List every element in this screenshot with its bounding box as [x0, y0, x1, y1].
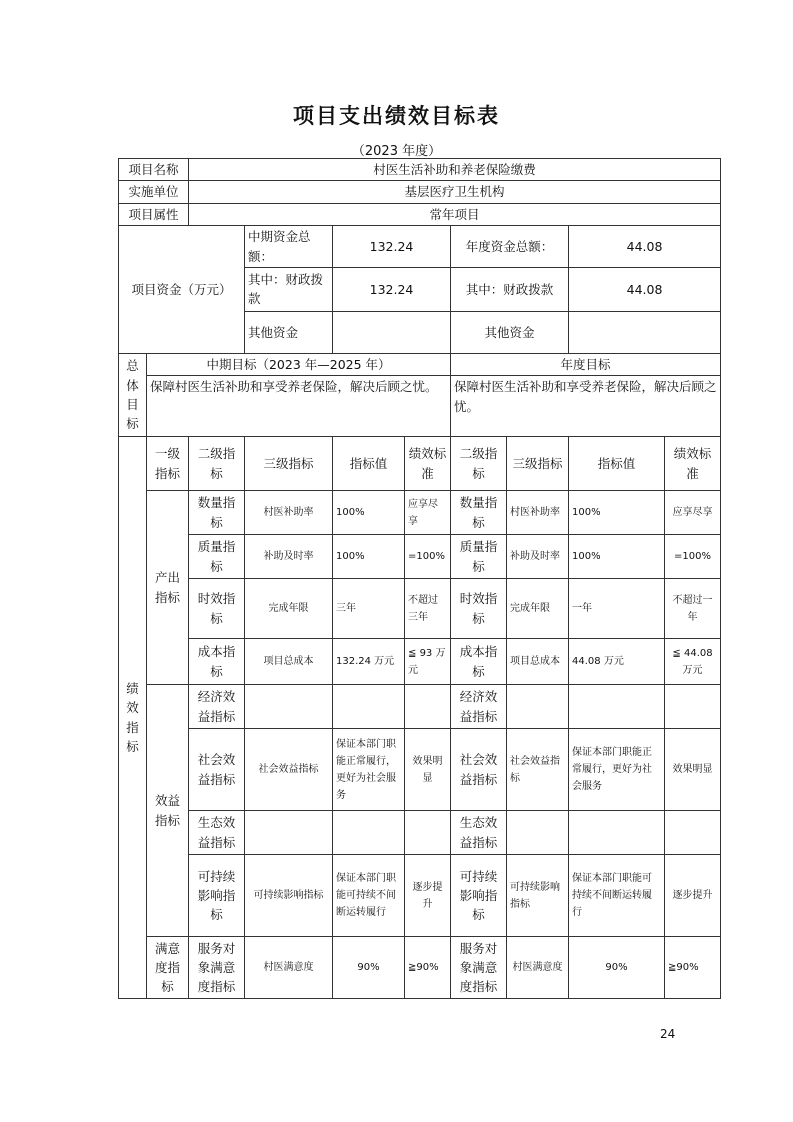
year-indicator-level3: 可持续影响指标 — [507, 855, 569, 937]
indicator-standard: 效果明显 — [405, 729, 451, 811]
year-indicator-standard: 逐步提升 — [665, 855, 721, 937]
indicator-level2: 社会效益指标 — [189, 729, 245, 811]
year-indicator-value — [569, 685, 665, 729]
table-row — [119, 639, 721, 685]
table-row — [119, 729, 721, 811]
year-indicator-level3: 完成年限 — [507, 579, 569, 639]
indicator-level2: 时效指标 — [189, 579, 245, 639]
indicator-value: 保证本部门职能正常履行，更好为社会服务 — [333, 729, 405, 811]
funds-label: 项目资金（万元） — [119, 226, 245, 354]
indicator-level2: 经济效益指标 — [189, 685, 245, 729]
year-indicator-level3 — [507, 685, 569, 729]
year-indicator-level3: 补助及时率 — [507, 535, 569, 579]
indicator-level2: 可持续影响指标 — [189, 855, 245, 937]
header-standard: 绩效标准 — [405, 437, 451, 491]
year-indicator-value — [569, 811, 665, 855]
performance-target-table — [118, 158, 721, 999]
year-indicator-level2: 生态效益指标 — [451, 811, 507, 855]
year-indicator-standard: 不超过一年 — [665, 579, 721, 639]
year-indicator-level3: 村医补助率 — [507, 491, 569, 535]
indicator-level3: 完成年限 — [245, 579, 333, 639]
table-row — [119, 937, 721, 999]
year-indicator-standard: ≦ 44.08 万元 — [665, 639, 721, 685]
year-indicator-level2: 社会效益指标 — [451, 729, 507, 811]
page-number: 24 — [660, 1027, 676, 1041]
header-year-level2: 二级指标 — [451, 437, 507, 491]
table-row — [119, 811, 721, 855]
indicator-level3: 补助及时率 — [245, 535, 333, 579]
year-other-label: 其他资金 — [451, 311, 569, 353]
year-goal-header: 年度目标 — [451, 353, 721, 375]
table-row — [119, 535, 721, 579]
indicator-level2: 成本指标 — [189, 639, 245, 685]
page-title: 项目支出绩效目标表 — [293, 104, 500, 128]
unit-label: 实施单位 — [119, 181, 189, 203]
year-indicator-level3: 项目总成本 — [507, 639, 569, 685]
indicator-level3 — [245, 811, 333, 855]
indicator-value: 保证本部门职能可持续不间断运转履行 — [333, 855, 405, 937]
indicator-standard — [405, 811, 451, 855]
indicator-standard: ≧90% — [405, 937, 451, 999]
indicator-level3: 项目总成本 — [245, 639, 333, 685]
overall-goal-label: 总体目标 — [119, 353, 147, 436]
indicator-standard: 不超过三年 — [405, 579, 451, 639]
year-subtitle: （2023 年度） — [351, 144, 442, 159]
header-level1: 一级指标 — [147, 437, 189, 491]
year-other-value — [569, 311, 721, 353]
indicator-level3: 村医满意度 — [245, 937, 333, 999]
year-indicator-level3 — [507, 811, 569, 855]
indicator-value: 100% — [333, 535, 405, 579]
year-indicator-standard: ≧90% — [665, 937, 721, 999]
table-row — [119, 685, 721, 729]
mid-goal-header: 中期目标（2023 年—2025 年） — [147, 353, 451, 375]
year-fiscal-label: 其中：财政拨款 — [451, 267, 569, 311]
mid-fiscal-label: 其中：财政拨款 — [245, 267, 333, 311]
year-indicator-value: 90% — [569, 937, 665, 999]
year-fiscal-value: 44.08 — [569, 267, 721, 311]
output-indicators-label: 产出指标 — [147, 491, 189, 685]
mid-other-value — [333, 311, 451, 353]
year-indicator-level3: 村医满意度 — [507, 937, 569, 999]
indicator-standard — [405, 685, 451, 729]
year-total-value: 44.08 — [569, 226, 721, 268]
year-indicator-level2: 服务对象满意度指标 — [451, 937, 507, 999]
performance-indicators-label: 绩效指标 — [119, 437, 147, 999]
attribute-value: 常年项目 — [189, 203, 721, 225]
year-goal-text: 保障村医生活补助和享受养老保险，解决后顾之忧。 — [451, 376, 721, 437]
indicator-level2: 服务对象满意度指标 — [189, 937, 245, 999]
indicator-value: 三年 — [333, 579, 405, 639]
year-indicator-value: 100% — [569, 491, 665, 535]
indicator-value: 132.24 万元 — [333, 639, 405, 685]
indicator-level3 — [245, 685, 333, 729]
year-indicator-standard — [665, 685, 721, 729]
unit-value: 基层医疗卫生机构 — [189, 181, 721, 203]
indicator-value: 90% — [333, 937, 405, 999]
year-indicator-value: 100% — [569, 535, 665, 579]
project-name-value: 村医生活补助和养老保险缴费 — [189, 159, 721, 181]
indicator-level3: 可持续影响指标 — [245, 855, 333, 937]
table-row — [119, 855, 721, 937]
benefit-indicators-label: 效益指标 — [147, 685, 189, 937]
year-indicator-level2: 可持续影响指标 — [451, 855, 507, 937]
indicator-standard: ≦ 93 万元 — [405, 639, 451, 685]
year-indicator-level2: 经济效益指标 — [451, 685, 507, 729]
indicator-value: 100% — [333, 491, 405, 535]
header-value: 指标值 — [333, 437, 405, 491]
indicator-value — [333, 811, 405, 855]
attribute-label: 项目属性 — [119, 203, 189, 225]
indicator-level2: 数量指标 — [189, 491, 245, 535]
year-indicator-value: 44.08 万元 — [569, 639, 665, 685]
year-indicator-level2: 质量指标 — [451, 535, 507, 579]
year-indicator-standard: 应享尽享 — [665, 491, 721, 535]
indicator-level2: 质量指标 — [189, 535, 245, 579]
mid-total-value: 132.24 — [333, 226, 451, 268]
table-row — [119, 579, 721, 639]
mid-other-label: 其他资金 — [245, 311, 333, 353]
satisfaction-indicators-label: 满意度指标 — [147, 937, 189, 999]
table-row — [119, 491, 721, 535]
mid-goal-text: 保障村医生活补助和享受养老保险，解决后顾之忧。 — [147, 376, 451, 437]
year-indicator-standard: 效果明显 — [665, 729, 721, 811]
header-level2: 二级指标 — [189, 437, 245, 491]
project-name-label: 项目名称 — [119, 159, 189, 181]
indicator-value — [333, 685, 405, 729]
indicator-level3: 社会效益指标 — [245, 729, 333, 811]
year-indicator-standard: =100% — [665, 535, 721, 579]
header-year-level3: 三级指标 — [507, 437, 569, 491]
indicator-standard: =100% — [405, 535, 451, 579]
year-indicator-standard — [665, 811, 721, 855]
year-indicator-value: 一年 — [569, 579, 665, 639]
mid-total-label: 中期资金总额： — [245, 226, 333, 268]
year-indicator-value: 保证本部门职能可持续不间断运转履行 — [569, 855, 665, 937]
indicator-level3: 村医补助率 — [245, 491, 333, 535]
header-year-standard: 绩效标准 — [665, 437, 721, 491]
indicator-level2: 生态效益指标 — [189, 811, 245, 855]
year-total-label: 年度资金总额： — [451, 226, 569, 268]
year-indicator-level2: 时效指标 — [451, 579, 507, 639]
header-level3: 三级指标 — [245, 437, 333, 491]
mid-fiscal-value: 132.24 — [333, 267, 451, 311]
indicator-standard: 逐步提升 — [405, 855, 451, 937]
header-year-value: 指标值 — [569, 437, 665, 491]
year-indicator-level3: 社会效益指标 — [507, 729, 569, 811]
year-indicator-level2: 数量指标 — [451, 491, 507, 535]
year-indicator-value: 保证本部门职能正常履行，更好为社会服务 — [569, 729, 665, 811]
indicator-standard: 应享尽享 — [405, 491, 451, 535]
year-indicator-level2: 成本指标 — [451, 639, 507, 685]
